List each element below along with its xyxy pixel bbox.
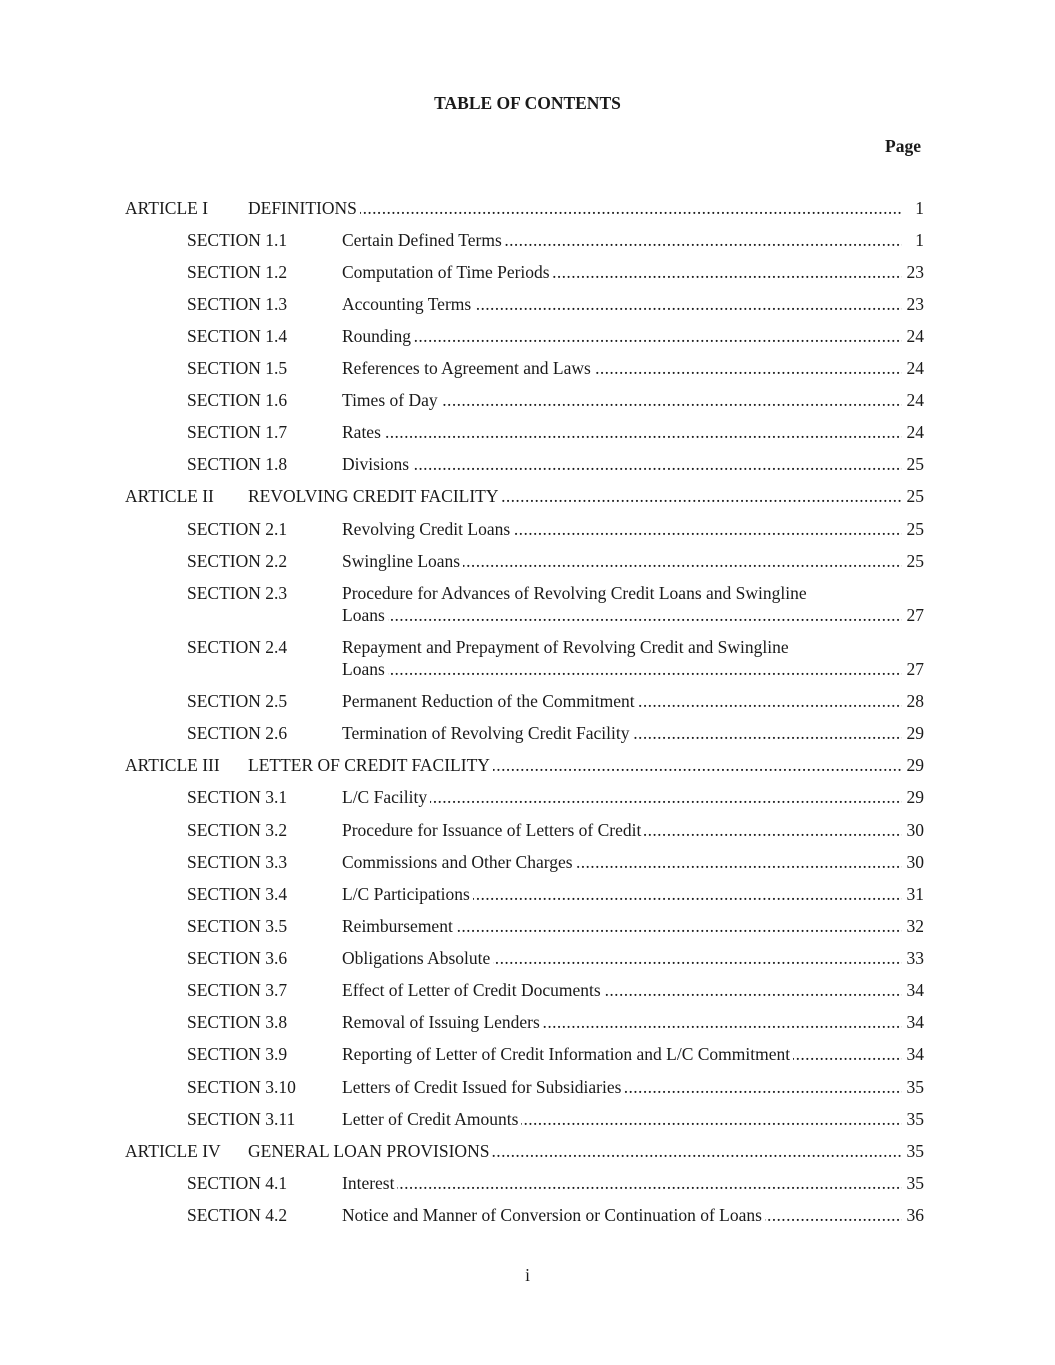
toc-entry-leader xyxy=(342,1042,924,1066)
toc-section-entry[interactable] xyxy=(0,818,1055,842)
toc-section-entry[interactable] xyxy=(0,914,1055,938)
toc-entry-page-number: 35 xyxy=(902,1139,924,1163)
toc-entry-leader xyxy=(342,260,924,284)
toc-section-entry[interactable] xyxy=(0,978,1055,1002)
toc-section-entry[interactable] xyxy=(0,946,1055,970)
toc-entry-label: ARTICLE IV xyxy=(125,1141,221,1161)
toc-section-entry[interactable] xyxy=(0,882,1055,906)
toc-entry-title: Obligations Absolute xyxy=(342,948,493,968)
toc-entry-title: Reporting of Letter of Credit Information and L/C Commitment xyxy=(342,1044,793,1064)
toc-entry-page-number: 1 xyxy=(902,196,924,220)
toc-article-entry[interactable] xyxy=(0,196,1055,220)
toc-entry-leader xyxy=(342,1107,924,1131)
toc-article-entry[interactable] xyxy=(0,1139,1055,1163)
toc-entry-leader xyxy=(342,946,924,970)
toc-entry-label: SECTION 1.6 xyxy=(187,390,288,410)
toc-section-entry[interactable] xyxy=(0,260,1055,284)
toc-entry-page-number: 24 xyxy=(902,324,924,348)
toc-entry-title: Reimbursement xyxy=(342,916,456,936)
toc-entry-label: SECTION 1.7 xyxy=(187,422,288,442)
toc-entry-leader xyxy=(342,549,924,573)
toc-entry-label: ARTICLE I xyxy=(125,198,209,218)
page-number-footer: i xyxy=(525,1265,530,1285)
toc-entry-title: Times of Day xyxy=(342,390,441,410)
toc-entry-title-line1: Procedure for Advances of Revolving Credit Loans and Swingline xyxy=(342,583,807,603)
toc-section-entry[interactable] xyxy=(0,850,1055,874)
toc-entry-leader xyxy=(342,1203,924,1227)
toc-entry-title: Termination of Revolving Credit Facility xyxy=(342,723,632,743)
toc-section-entry[interactable] xyxy=(0,292,1055,316)
toc-entry-leader xyxy=(342,420,924,444)
toc-entry-label: SECTION 4.1 xyxy=(187,1173,288,1193)
toc-entry-page-number: 25 xyxy=(902,549,924,573)
toc-entry-page-number: 31 xyxy=(902,882,924,906)
toc-entry-page-number: 27 xyxy=(902,603,924,627)
toc-section-entry[interactable] xyxy=(0,721,1055,745)
toc-entry-leader xyxy=(342,292,924,316)
toc-entry-label: SECTION 2.1 xyxy=(187,519,288,539)
toc-entry-label: ARTICLE III xyxy=(125,755,220,775)
toc-entry-leader xyxy=(248,484,924,508)
toc-entry-page-number: 24 xyxy=(902,356,924,380)
toc-entry-leader xyxy=(342,1010,924,1034)
toc-entry-leader xyxy=(342,689,924,713)
toc-entry-label: SECTION 3.1 xyxy=(187,787,288,807)
toc-entry-title: DEFINITIONS xyxy=(248,198,360,218)
toc-entry-label: SECTION 3.2 xyxy=(187,820,288,840)
toc-entry-title: References to Agreement and Laws xyxy=(342,358,594,378)
toc-entry-leader xyxy=(248,1139,924,1163)
toc-entry-page-number: 32 xyxy=(902,914,924,938)
toc-entry-label: SECTION 2.3 xyxy=(187,583,288,603)
toc-entry-leader xyxy=(342,452,924,476)
toc-entry-title: L/C Facility xyxy=(342,787,430,807)
toc-entry-leader xyxy=(342,785,924,809)
page-column-header: Page xyxy=(885,136,921,156)
toc-entry-title: Permanent Reduction of the Commitment xyxy=(342,691,638,711)
toc-entry-page-number: 30 xyxy=(902,818,924,842)
toc-entry-leader xyxy=(342,228,924,252)
toc-entry-page-number: 23 xyxy=(902,292,924,316)
toc-entry-page-number: 35 xyxy=(902,1107,924,1131)
toc-entry-title: Effect of Letter of Credit Documents xyxy=(342,980,604,1000)
toc-entry-leader xyxy=(342,388,924,412)
toc-entry-title: Interest xyxy=(342,1173,397,1193)
page-title: TABLE OF CONTENTS xyxy=(434,93,621,113)
toc-entry-leader xyxy=(342,517,924,541)
toc-entry-leader xyxy=(342,850,924,874)
toc-entry-leader xyxy=(342,1075,924,1099)
toc-entry-label: SECTION 1.5 xyxy=(187,358,288,378)
toc-entry-label: SECTION 3.5 xyxy=(187,916,288,936)
toc-entry-title: Letters of Credit Issued for Subsidiaries xyxy=(342,1077,624,1097)
toc-section-entry[interactable] xyxy=(0,637,1055,681)
toc-entry-title: Commissions and Other Charges xyxy=(342,852,576,872)
toc-entry-title: Certain Defined Terms xyxy=(342,230,505,250)
toc-entry-label: SECTION 1.4 xyxy=(187,326,288,346)
toc-entry-title: Procedure for Issuance of Letters of Credit xyxy=(342,820,644,840)
toc-entry-leader xyxy=(342,603,924,627)
toc-section-entry[interactable] xyxy=(0,452,1055,476)
toc-section-entry[interactable] xyxy=(0,583,1055,627)
toc-entry-label: SECTION 4.2 xyxy=(187,1205,288,1225)
toc-entry-leader xyxy=(342,356,924,380)
toc-entry-title: Loans xyxy=(342,605,388,625)
toc-section-entry[interactable] xyxy=(0,324,1055,348)
toc-entry-label: ARTICLE II xyxy=(125,486,214,506)
toc-entry-title: Divisions xyxy=(342,454,412,474)
toc-section-entry[interactable] xyxy=(0,1042,1055,1066)
toc-entry-label: SECTION 1.1 xyxy=(187,230,288,250)
toc-entry-label: SECTION 2.5 xyxy=(187,691,288,711)
toc-section-entry[interactable] xyxy=(0,1107,1055,1131)
toc-article-entry[interactable] xyxy=(0,484,1055,508)
toc-entry-label: SECTION 3.4 xyxy=(187,884,288,904)
toc-section-entry[interactable] xyxy=(0,517,1055,541)
toc-entry-title: L/C Participations xyxy=(342,884,473,904)
toc-section-entry[interactable] xyxy=(0,1203,1055,1227)
toc-entry-leader xyxy=(342,721,924,745)
toc-entry-label: SECTION 3.6 xyxy=(187,948,288,968)
toc-entry-leader xyxy=(342,324,924,348)
toc-entry-label: SECTION 2.6 xyxy=(187,723,288,743)
toc-entry-title: Rounding xyxy=(342,326,414,346)
toc-entry-page-number: 34 xyxy=(902,1042,924,1066)
toc-entry-page-number: 30 xyxy=(902,850,924,874)
toc-entry-leader xyxy=(248,753,924,777)
toc-section-entry[interactable] xyxy=(0,1075,1055,1099)
toc-entry-title: Notice and Manner of Conversion or Continuation of Loans xyxy=(342,1205,765,1225)
toc-entry-label: SECTION 3.10 xyxy=(187,1077,296,1097)
toc-entry-label: SECTION 3.7 xyxy=(187,980,288,1000)
toc-entry-page-number: 23 xyxy=(902,260,924,284)
toc-entry-page-number: 1 xyxy=(902,228,924,252)
toc-entry-leader xyxy=(342,914,924,938)
toc-section-entry[interactable] xyxy=(0,420,1055,444)
toc-entry-leader xyxy=(342,818,924,842)
toc-entry-title: Letter of Credit Amounts xyxy=(342,1109,521,1129)
toc-section-entry[interactable] xyxy=(0,388,1055,412)
toc-section-entry[interactable] xyxy=(0,689,1055,713)
toc-entry-label: SECTION 1.2 xyxy=(187,262,288,282)
toc-entry-page-number: 25 xyxy=(902,517,924,541)
toc-entry-leader xyxy=(342,978,924,1002)
toc-entry-page-number: 34 xyxy=(902,978,924,1002)
toc-entry-page-number: 29 xyxy=(902,721,924,745)
toc-entry-label: SECTION 2.2 xyxy=(187,551,288,571)
toc-entry-title: Rates xyxy=(342,422,384,442)
toc-entry-label: SECTION 2.4 xyxy=(187,637,288,657)
toc-entry-page-number: 24 xyxy=(902,388,924,412)
toc-entry-title-line1: Repayment and Prepayment of Revolving Credit and Swingline xyxy=(342,637,789,657)
toc-entry-page-number: 25 xyxy=(902,452,924,476)
toc-entry-title: Revolving Credit Loans xyxy=(342,519,513,539)
toc-entry-title: Computation of Time Periods xyxy=(342,262,553,282)
toc-entry-page-number: 27 xyxy=(902,657,924,681)
toc-entry-page-number: 29 xyxy=(902,785,924,809)
toc-entry-label: SECTION 1.8 xyxy=(187,454,288,474)
toc-entry-title: GENERAL LOAN PROVISIONS xyxy=(248,1141,492,1161)
toc-section-entry[interactable] xyxy=(0,228,1055,252)
toc-entry-page-number: 28 xyxy=(902,689,924,713)
toc-entry-page-number: 35 xyxy=(902,1171,924,1195)
toc-entry-title: LETTER OF CREDIT FACILITY xyxy=(248,755,493,775)
toc-entry-label: SECTION 3.11 xyxy=(187,1109,296,1129)
toc-entry-leader xyxy=(342,657,924,681)
toc-entry-label: SECTION 3.3 xyxy=(187,852,288,872)
toc-entry-label: SECTION 3.9 xyxy=(187,1044,288,1064)
toc-section-entry[interactable] xyxy=(0,1010,1055,1034)
toc-entry-page-number: 35 xyxy=(902,1075,924,1099)
toc-entry-title: Removal of Issuing Lenders xyxy=(342,1012,543,1032)
toc-article-entry[interactable] xyxy=(0,753,1055,777)
toc-entry-leader xyxy=(342,1171,924,1195)
toc-entry-page-number: 36 xyxy=(902,1203,924,1227)
toc-section-entry[interactable] xyxy=(0,1171,1055,1195)
toc-entry-leader xyxy=(248,196,924,220)
toc-section-entry[interactable] xyxy=(0,356,1055,380)
toc-entry-title: Accounting Terms xyxy=(342,294,474,314)
toc-entry-page-number: 29 xyxy=(902,753,924,777)
toc-entry-page-number: 24 xyxy=(902,420,924,444)
toc-entry-leader xyxy=(342,882,924,906)
toc-entry-page-number: 25 xyxy=(902,484,924,508)
toc-entry-title: Loans xyxy=(342,659,388,679)
toc-entry-page-number: 33 xyxy=(902,946,924,970)
toc-entry-title: REVOLVING CREDIT FACILITY xyxy=(248,486,502,506)
toc-entry-label: SECTION 1.3 xyxy=(187,294,288,314)
toc-entry-title: Swingline Loans xyxy=(342,551,463,571)
toc-section-entry[interactable] xyxy=(0,549,1055,573)
toc-entry-label: SECTION 3.8 xyxy=(187,1012,288,1032)
toc-entry-page-number: 34 xyxy=(902,1010,924,1034)
toc-section-entry[interactable] xyxy=(0,785,1055,809)
